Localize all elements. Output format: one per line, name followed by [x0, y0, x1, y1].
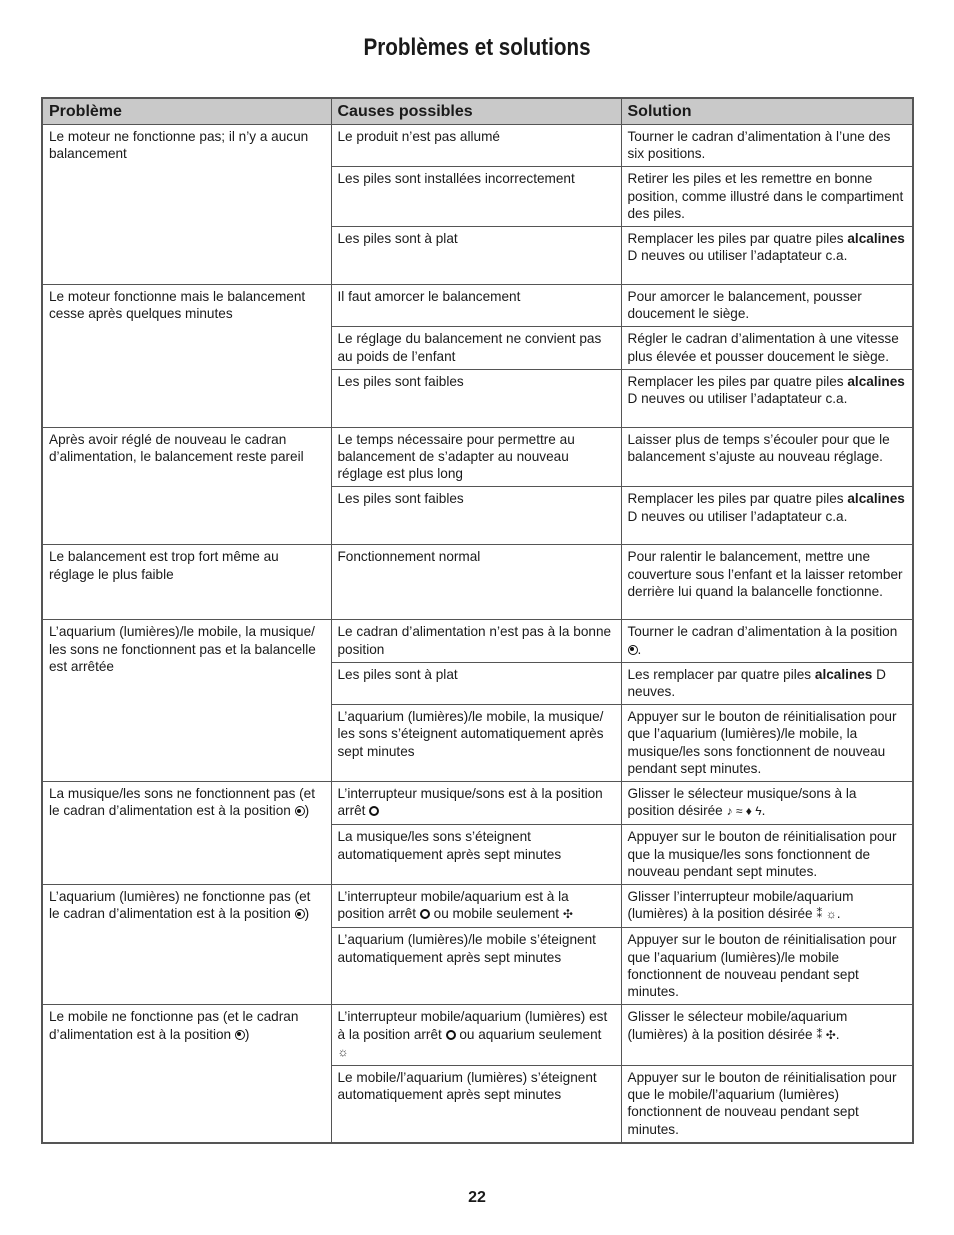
- cause-cell: [331, 620, 621, 662]
- solution-text: Glisser l’interrupteur mobile/aquarium (lumières) à la position désirée: [627, 889, 854, 922]
- solution-text-suffix: .: [637, 641, 642, 657]
- cause-text: Le cadran d’alimentation n’est pas à la bonne position: [337, 624, 612, 657]
- cause-text: Les piles sont faibles: [337, 373, 464, 389]
- problem-text: Le moteur fonctionne mais le balancement cesse après quelques minutes: [49, 289, 306, 322]
- table-body: [42, 125, 913, 1143]
- solution-emphasis: alcalines: [847, 231, 905, 247]
- cause-cell: [331, 227, 621, 285]
- solution-text: Remplacer les piles par quatre piles: [627, 373, 848, 389]
- header-problem: Problème: [42, 98, 331, 125]
- problem-cell: [42, 285, 331, 428]
- problem-text: La musique/les sons ne fonctionnent pas (et le cadran d’alimentation est à la position: [49, 786, 316, 819]
- table-row: [42, 885, 913, 928]
- solution-emphasis: alcalines: [814, 666, 873, 682]
- cause-text: L’interrupteur musique/sons est à la position arrêt: [337, 786, 603, 819]
- cause-text: Il faut amorcer le balancement: [337, 289, 521, 305]
- problem-text: Le moteur ne fonctionne pas; il n’y a aucun balancement: [49, 129, 309, 162]
- table-row: [42, 1005, 913, 1066]
- cause-text: Le mobile/l’aquarium (lumières) s’éteignent automatiquement après sept minutes: [337, 1069, 597, 1103]
- cause-text: Les piles sont faibles: [337, 491, 464, 507]
- off-circle-icon: [369, 806, 379, 816]
- mode-symbols-icon: ♪ ≈ ♦ ϟ: [726, 804, 762, 819]
- cause-text: Fonctionnement normal: [337, 549, 481, 565]
- page-number: 22: [468, 1189, 486, 1206]
- solution-text: Appuyer sur le bouton de réinitialisation pour que l’aquarium (lumières)/le mobile, la musique/les sons fonctionnent de nouveau pendant sept minutes.: [627, 709, 897, 776]
- cause-text: Le réglage du balancement ne convient pas au poids de l’enfant: [337, 331, 602, 364]
- solution-text: Glisser le sélecteur musique/sons à la position désirée: [627, 786, 857, 819]
- solution-text: Appuyer sur le bouton de réinitialisation pour que la musique/les sons fonctionnent de nouveau pendant sept minutes.: [627, 829, 897, 879]
- cause-text: L’interrupteur mobile/aquarium est à la position arrêt: [337, 889, 569, 922]
- table-row: [42, 545, 913, 620]
- off-circle-icon: [446, 1030, 456, 1040]
- solution-text: Remplacer les piles par quatre piles: [627, 231, 848, 247]
- problem-cell: [42, 885, 331, 1005]
- cause-cell: [331, 1005, 621, 1066]
- dot-circle-icon: [628, 645, 638, 655]
- cause-text: Les piles sont à plat: [337, 666, 458, 682]
- mode-symbol-icon: ✣: [562, 907, 573, 922]
- cause-text: Les piles sont à plat: [337, 231, 458, 247]
- solution-cell: [621, 782, 913, 825]
- solution-text: Laisser plus de temps s’écouler pour que le balancement s’ajuste au nouveau réglage.: [627, 431, 890, 465]
- solution-text-suffix: D neuves.: [627, 666, 886, 700]
- solution-text-suffix: .: [835, 1026, 840, 1042]
- solution-text: Pour ralentir le balancement, mettre une couverture sous l’enfant et la laisser retomber derrière lui quand la balancelle fonctionne.: [627, 549, 903, 599]
- cause-cell: [331, 1065, 621, 1142]
- off-circle-icon: [420, 909, 430, 919]
- solution-text: Tourner le cadran d’alimentation à la position: [627, 624, 898, 640]
- cause-text: Les piles sont installées incorrectement: [337, 171, 575, 187]
- troubleshooting-table: [41, 97, 914, 1144]
- cause-cell: [331, 327, 621, 369]
- solution-text: Remplacer les piles par quatre piles: [627, 491, 848, 507]
- solution-text-suffix: D neuves ou utiliser l’adaptateur c.a.: [627, 248, 848, 264]
- cause-text: Le produit n’est pas allumé: [337, 129, 500, 144]
- dot-circle-icon: [235, 1030, 245, 1040]
- dot-circle-icon: [295, 909, 305, 919]
- cause-cell: [331, 369, 621, 427]
- problem-text: Après avoir réglé de nouveau le cadran d’alimentation, le balancement reste pareil: [49, 431, 304, 465]
- solution-emphasis: alcalines: [847, 491, 905, 507]
- cause-text: L’aquarium (lumières)/le mobile, la musique/ les sons s’éteignent automatiquement après sept minutes: [337, 709, 604, 759]
- cause-cell: [331, 285, 621, 327]
- table-header-row: [42, 98, 913, 125]
- solution-cell: [621, 1005, 913, 1066]
- mode-symbols-icon: ⁑ ☼: [816, 907, 837, 922]
- cause-cell: [331, 427, 621, 487]
- problem-cell: [42, 620, 331, 782]
- problem-text: Le balancement est trop fort même au réglage le plus faible: [49, 549, 279, 582]
- problem-text: L’aquarium (lumières) ne fonctionne pas (et le cadran d’alimentation est à la position: [49, 889, 311, 922]
- problem-cell: [42, 427, 331, 545]
- solution-cell: [621, 125, 913, 167]
- solution-cell: [621, 167, 913, 227]
- table-row: [42, 125, 913, 167]
- solution-text: Retirer les piles et les remettre en bonne position, comme illustré dans le compartiment des piles.: [627, 171, 904, 221]
- solution-cell: [621, 369, 913, 427]
- table-row: [42, 782, 913, 825]
- solution-cell: [621, 327, 913, 369]
- cause-text-suffix: ou mobile seulement: [429, 906, 560, 922]
- solution-cell: [621, 487, 913, 545]
- table-row: [42, 620, 913, 662]
- problem-cell: [42, 1005, 331, 1143]
- solution-text: Tourner le cadran d’alimentation à l’une des six positions.: [627, 129, 891, 162]
- solution-text: Régler le cadran d’alimentation à une vitesse plus élevée et pousser doucement le siège.: [627, 331, 899, 364]
- cause-text: L’interrupteur mobile/aquarium (lumières) est à la position arrêt: [337, 1009, 608, 1042]
- solution-text-suffix: .: [836, 906, 841, 922]
- solution-cell: [621, 928, 913, 1005]
- solution-text-suffix: D neuves ou utiliser l’adaptateur c.a.: [627, 508, 848, 524]
- cause-cell: [331, 885, 621, 928]
- header-solution: Solution: [621, 98, 913, 125]
- solution-cell: [621, 1065, 913, 1142]
- solution-cell: [621, 227, 913, 285]
- cause-cell: [331, 705, 621, 782]
- solution-emphasis: alcalines: [847, 373, 905, 389]
- cause-cell: [331, 545, 621, 620]
- problem-text-suffix: ): [244, 1026, 250, 1042]
- cause-text: La musique/les sons s’éteignent automatiquement après sept minutes: [337, 829, 562, 862]
- header-causes: Causes possibles: [331, 98, 621, 125]
- problem-cell: [42, 125, 331, 285]
- mode-symbols-icon: ⁑ ✣: [816, 1027, 836, 1042]
- cause-cell: [331, 125, 621, 167]
- cause-cell: [331, 167, 621, 227]
- dot-circle-icon: [295, 806, 305, 816]
- solution-cell: [621, 825, 913, 885]
- cause-cell: [331, 487, 621, 545]
- cause-cell: [331, 928, 621, 1005]
- cause-cell: [331, 825, 621, 885]
- solution-text-suffix: .: [761, 803, 766, 819]
- solution-text: Les remplacer par quatre piles: [627, 666, 815, 682]
- solution-text: Pour amorcer le balancement, pousser doucement le siège.: [627, 289, 862, 322]
- problem-text: Le mobile ne fonctionne pas (et le cadran d’alimentation est à la position: [49, 1009, 299, 1042]
- solution-text: Appuyer sur le bouton de réinitialisation pour que le mobile/l’aquarium (lumières) fonctionnent de nouveau pendant sept minutes.: [627, 1069, 897, 1137]
- cause-cell: [331, 662, 621, 704]
- solution-text-suffix: D neuves ou utiliser l’adaptateur c.a.: [627, 391, 848, 407]
- cause-cell: [331, 782, 621, 825]
- mode-symbol-icon: ☼: [337, 1044, 349, 1059]
- solution-cell: [621, 705, 913, 782]
- solution-text: Glisser le sélecteur mobile/aquarium (lumières) à la position désirée: [627, 1009, 848, 1042]
- problem-text-suffix: ): [304, 906, 310, 922]
- solution-cell: [621, 545, 913, 620]
- problem-cell: [42, 782, 331, 885]
- problem-text-suffix: ): [304, 803, 310, 819]
- page-title: Problèmes et solutions: [363, 34, 591, 61]
- problem-text: L’aquarium (lumières)/le mobile, la musique/ les sons ne fonctionnent pas et la balancelle est arrêtée: [49, 624, 316, 674]
- table-row: [42, 427, 913, 487]
- solution-text: Appuyer sur le bouton de réinitialisation pour que l’aquarium (lumières)/le mobile fonctionnent de nouveau pendant sept minutes.: [627, 932, 897, 1000]
- table-row: [42, 285, 913, 327]
- cause-text-suffix: ou aquarium seulement: [455, 1026, 602, 1042]
- cause-text: Le temps nécessaire pour permettre au balancement de s’adapter au nouveau réglage est plus long: [337, 431, 575, 482]
- solution-cell: [621, 662, 913, 704]
- solution-cell: [621, 620, 913, 662]
- problem-cell: [42, 545, 331, 620]
- solution-cell: [621, 285, 913, 327]
- solution-cell: [621, 885, 913, 928]
- cause-text: L’aquarium (lumières)/le mobile s’éteignent automatiquement après sept minutes: [337, 932, 596, 965]
- solution-cell: [621, 427, 913, 487]
